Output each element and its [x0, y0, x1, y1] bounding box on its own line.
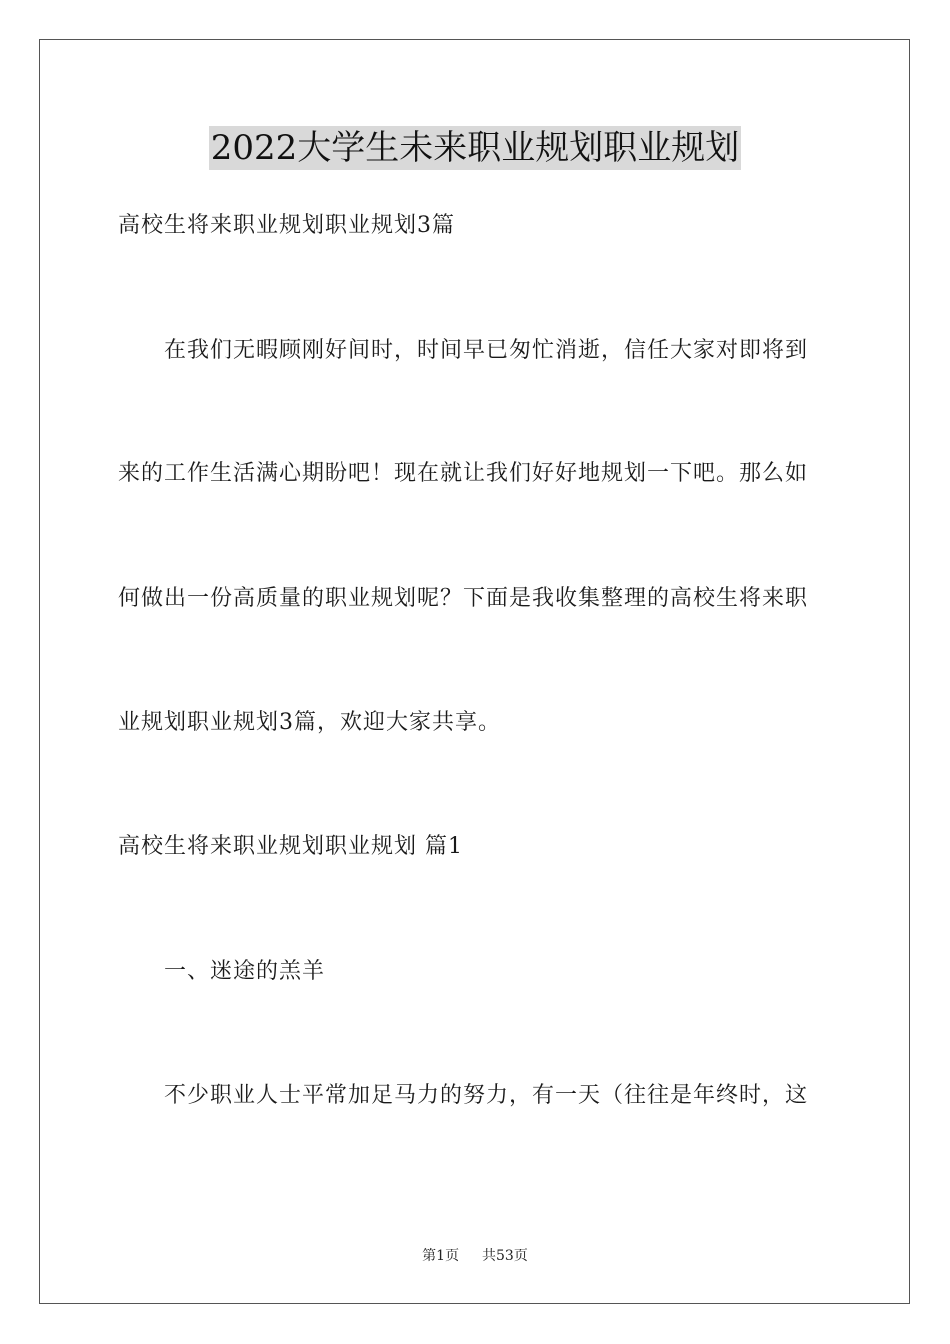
title-container	[0, 126, 950, 170]
document-title: 2022大学生未来职业规划职业规划	[210, 128, 740, 168]
intro-line-1: 在我们无暇顾刚好间时，时间早已匆忙消逝，信任大家对即将到	[164, 338, 809, 363]
subheading: 一、迷途的羔羊	[164, 959, 326, 984]
document-subtitle: 高校生将来职业规划职业规划3篇	[118, 213, 455, 238]
intro-line-4: 业规划职业规划3篇，欢迎大家共享。	[118, 710, 501, 735]
page-number-total: 共53页	[482, 1248, 528, 1264]
section-heading: 高校生将来职业规划职业规划 篇1	[118, 834, 463, 859]
intro-line-2: 来的工作生活满心期盼吧！现在就让我们好好地规划一下吧。那么如	[118, 461, 809, 486]
intro-line-3: 何做出一份高质量的职业规划呢？下面是我收集整理的高校生将来职	[118, 586, 809, 611]
page-footer	[0, 1246, 950, 1266]
paragraph-line-1: 不少职业人士平常加足马力的努力，有一天（往往是年终时，这	[164, 1083, 809, 1108]
page-number-current: 第1页	[422, 1248, 460, 1264]
